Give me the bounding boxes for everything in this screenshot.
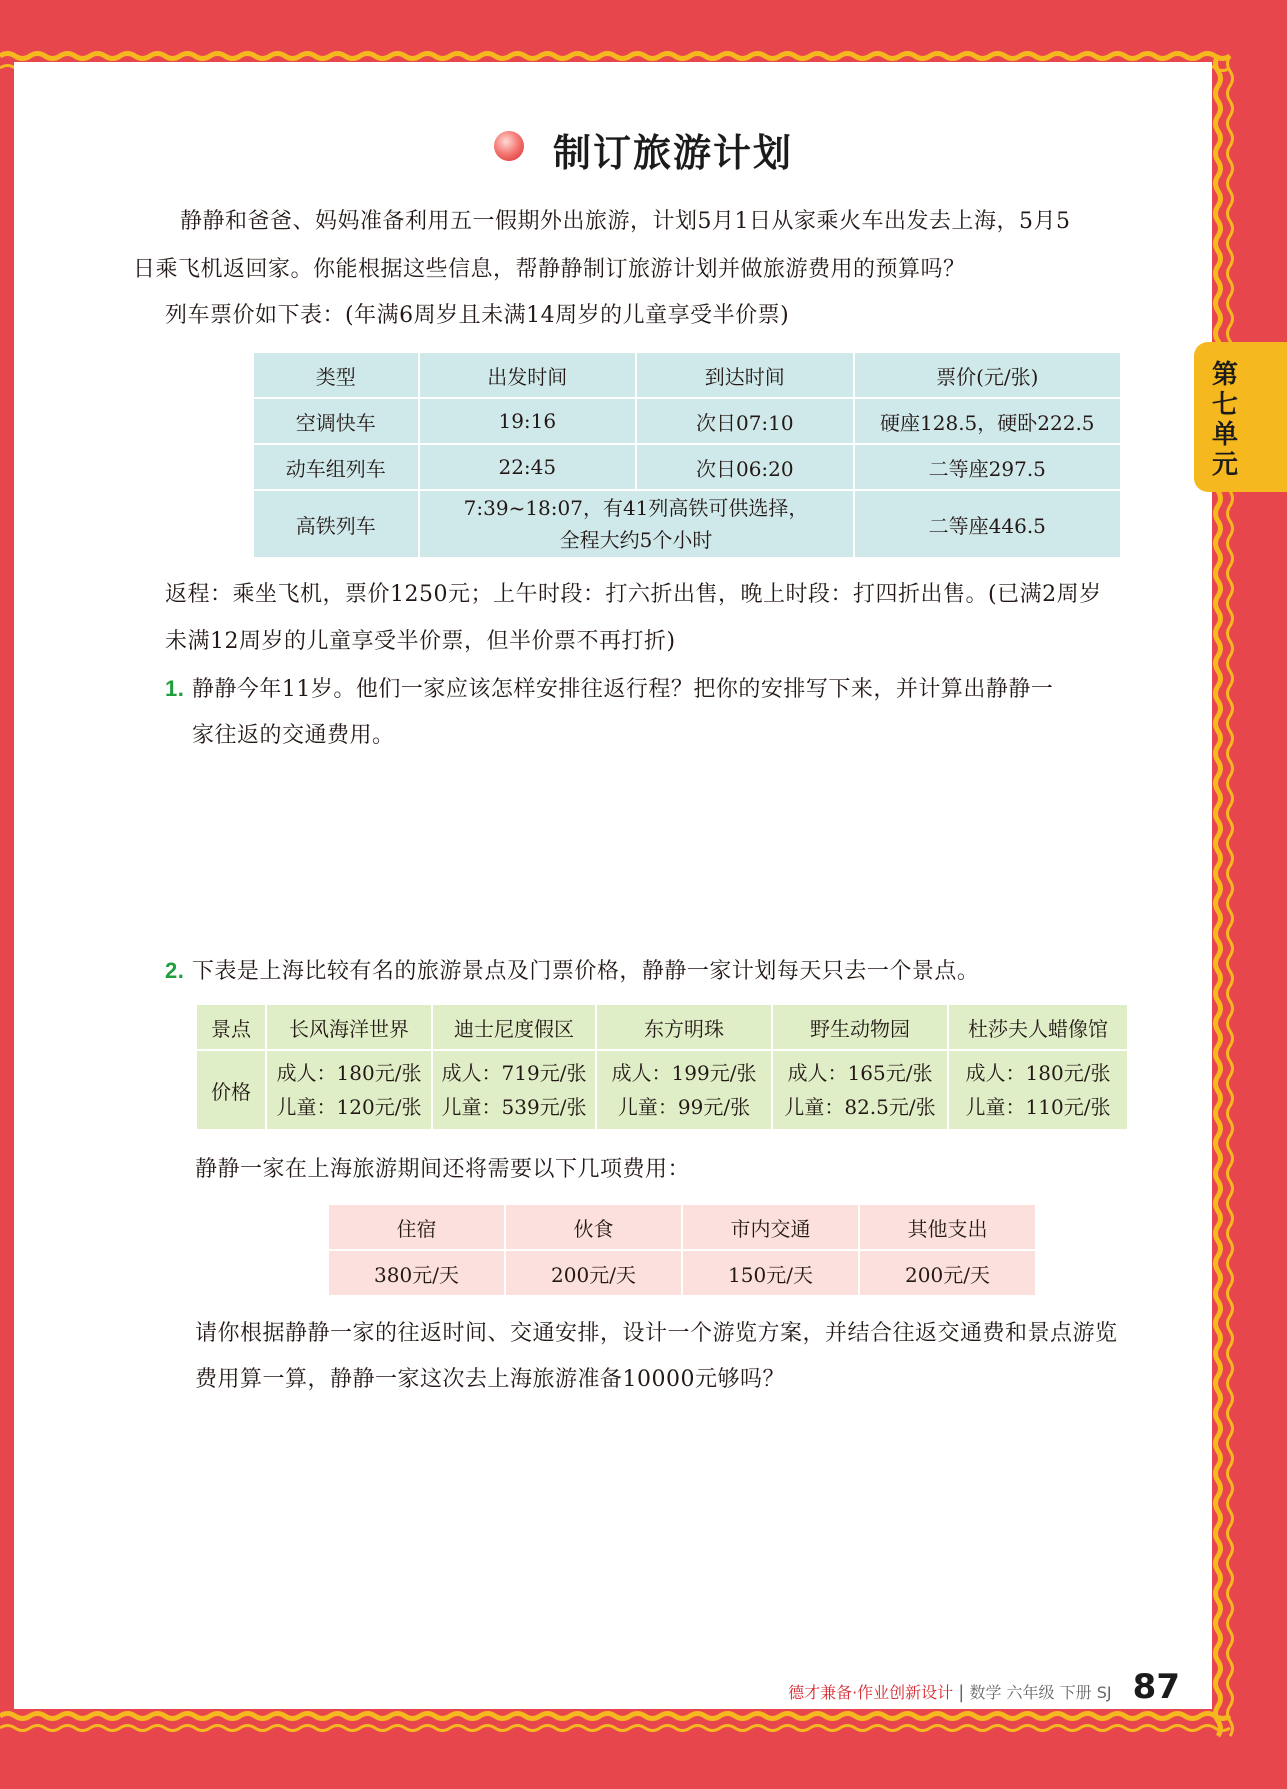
fee-value-cell: 380元/天	[329, 1251, 504, 1295]
arrival-cell: 次日07:10	[637, 399, 853, 443]
fee-header-cell: 其他支出	[860, 1205, 1035, 1249]
fee-value-cell: 150元/天	[683, 1251, 858, 1295]
unit-tab-label: 第七单元	[1211, 360, 1238, 480]
return-line-2: 未满12周岁的儿童享受半价票，但半价票不再打折)	[165, 629, 676, 654]
train-header-cell: 出发时间	[420, 353, 636, 397]
arrival-cell: 次日06:20	[637, 445, 853, 489]
fee-value-cell: 200元/天	[860, 1251, 1035, 1295]
train-ticket-table	[252, 351, 1122, 559]
page-footer	[0, 1667, 1180, 1707]
train-type-cell: 高铁列车	[254, 491, 418, 557]
fees-caption: 静静一家在上海旅游期间还将需要以下几项费用：	[195, 1157, 691, 1182]
train-type-cell: 动车组列车	[254, 445, 418, 489]
spot-price-cell	[433, 1051, 595, 1129]
train-caption: 列车票价如下表：(年满6周岁且未满14周岁的儿童享受半价票)	[165, 303, 790, 328]
title-bar	[0, 122, 1287, 177]
spot-price-cell	[267, 1051, 431, 1129]
spot-label-cell: 景点	[197, 1005, 265, 1049]
table-row	[329, 1205, 1035, 1249]
gaotie-time-line-2: 全程大约5个小时	[559, 528, 713, 552]
train-type-cell: 空调快车	[254, 399, 418, 443]
spot-name-cell: 迪士尼度假区	[433, 1005, 595, 1049]
return-line-1: 返程：乘坐飞机，票价1250元；上午时段：打六折出售，晚上时段：打四折出售。(已满2周岁	[165, 582, 1102, 607]
spot-name-cell: 野生动物园	[773, 1005, 947, 1049]
intro-line-2: 日乘飞机返回家。你能根据这些信息，帮静静制订旅游计划并做旅游费用的预算吗？	[133, 257, 966, 282]
price-cell: 二等座446.5	[855, 491, 1120, 557]
departure-cell: 19:16	[420, 399, 636, 443]
page-title: 制订旅游计划	[553, 131, 794, 175]
spot-name-cell: 东方明珠	[597, 1005, 771, 1049]
question-2-number: 2.	[165, 958, 185, 983]
final-question-line-1: 请你根据静静一家的往返时间、交通安排，设计一个游览方案，并结合往返交通费和景点游览	[195, 1321, 1118, 1346]
table-row	[254, 445, 1120, 489]
child-price: 儿童：82.5元/张	[784, 1095, 936, 1119]
table-row	[254, 491, 1120, 557]
table-row	[197, 1005, 1127, 1049]
fee-header-cell: 住宿	[329, 1205, 504, 1249]
question-1-line-2: 家往返的交通费用。	[192, 723, 395, 748]
adult-price: 成人：180元/张	[965, 1061, 1111, 1085]
fee-header-cell: 伙食	[506, 1205, 681, 1249]
departure-cell: 22:45	[420, 445, 636, 489]
spot-name-cell: 杜莎夫人蜡像馆	[949, 1005, 1127, 1049]
price-label-cell: 价格	[197, 1051, 265, 1129]
child-price: 儿童：110元/张	[965, 1095, 1111, 1119]
table-row	[329, 1251, 1035, 1295]
adult-price: 成人：180元/张	[276, 1061, 422, 1085]
adult-price: 成人：719元/张	[441, 1061, 587, 1085]
child-price: 儿童：120元/张	[276, 1095, 422, 1119]
spot-price-cell	[597, 1051, 771, 1129]
adult-price: 成人：165元/张	[787, 1061, 933, 1085]
child-price: 儿童：99元/张	[617, 1095, 751, 1119]
bullet-dot-icon	[494, 131, 524, 161]
footer-separator: |	[958, 1682, 965, 1703]
gaotie-time-cell	[420, 491, 853, 557]
question-2-text: 下表是上海比较有名的旅游景点及门票价格，静静一家计划每天只去一个景点。	[191, 959, 980, 984]
price-cell: 二等座297.5	[855, 445, 1120, 489]
train-header-cell: 票价(元/张)	[855, 353, 1120, 397]
unit-tab	[1194, 342, 1287, 492]
question-1-number: 1.	[165, 676, 185, 701]
train-header-cell: 到达时间	[637, 353, 853, 397]
question-2	[165, 948, 979, 995]
spot-price-cell	[949, 1051, 1127, 1129]
final-question-line-2: 费用算一算，静静一家这次去上海旅游准备10000元够吗？	[195, 1367, 785, 1392]
train-header-cell: 类型	[254, 353, 418, 397]
adult-price: 成人：199元/张	[611, 1061, 757, 1085]
gaotie-time-line-1: 7:39~18:07，有41列高铁可供选择，	[463, 496, 809, 520]
table-row	[254, 399, 1120, 443]
footer-meta: 数学 六年级 下册 SJ	[969, 1683, 1112, 1702]
intro-line-1: 静静和爸爸、妈妈准备利用五一假期外出旅游，计划5月1日从家乘火车出发去上海，5月5	[180, 209, 1071, 234]
fee-header-cell: 市内交通	[683, 1205, 858, 1249]
price-cell: 硬座128.5，硬卧222.5	[855, 399, 1120, 443]
attractions-table	[195, 1003, 1129, 1131]
question-1-text: 静静今年11岁。他们一家应该怎样安排往返行程？把你的安排写下来，并计算出静静一	[191, 677, 1054, 702]
spot-name-cell: 长风海洋世界	[267, 1005, 431, 1049]
train-table-header-row	[254, 353, 1120, 397]
question-1	[165, 666, 1053, 713]
child-price: 儿童：539元/张	[441, 1095, 587, 1119]
footer-brand: 德才兼备·作业创新设计	[788, 1683, 954, 1702]
table-row	[197, 1051, 1127, 1129]
spot-price-cell	[773, 1051, 947, 1129]
page-number: 87	[1132, 1667, 1180, 1707]
fees-table	[327, 1203, 1037, 1297]
fee-value-cell: 200元/天	[506, 1251, 681, 1295]
